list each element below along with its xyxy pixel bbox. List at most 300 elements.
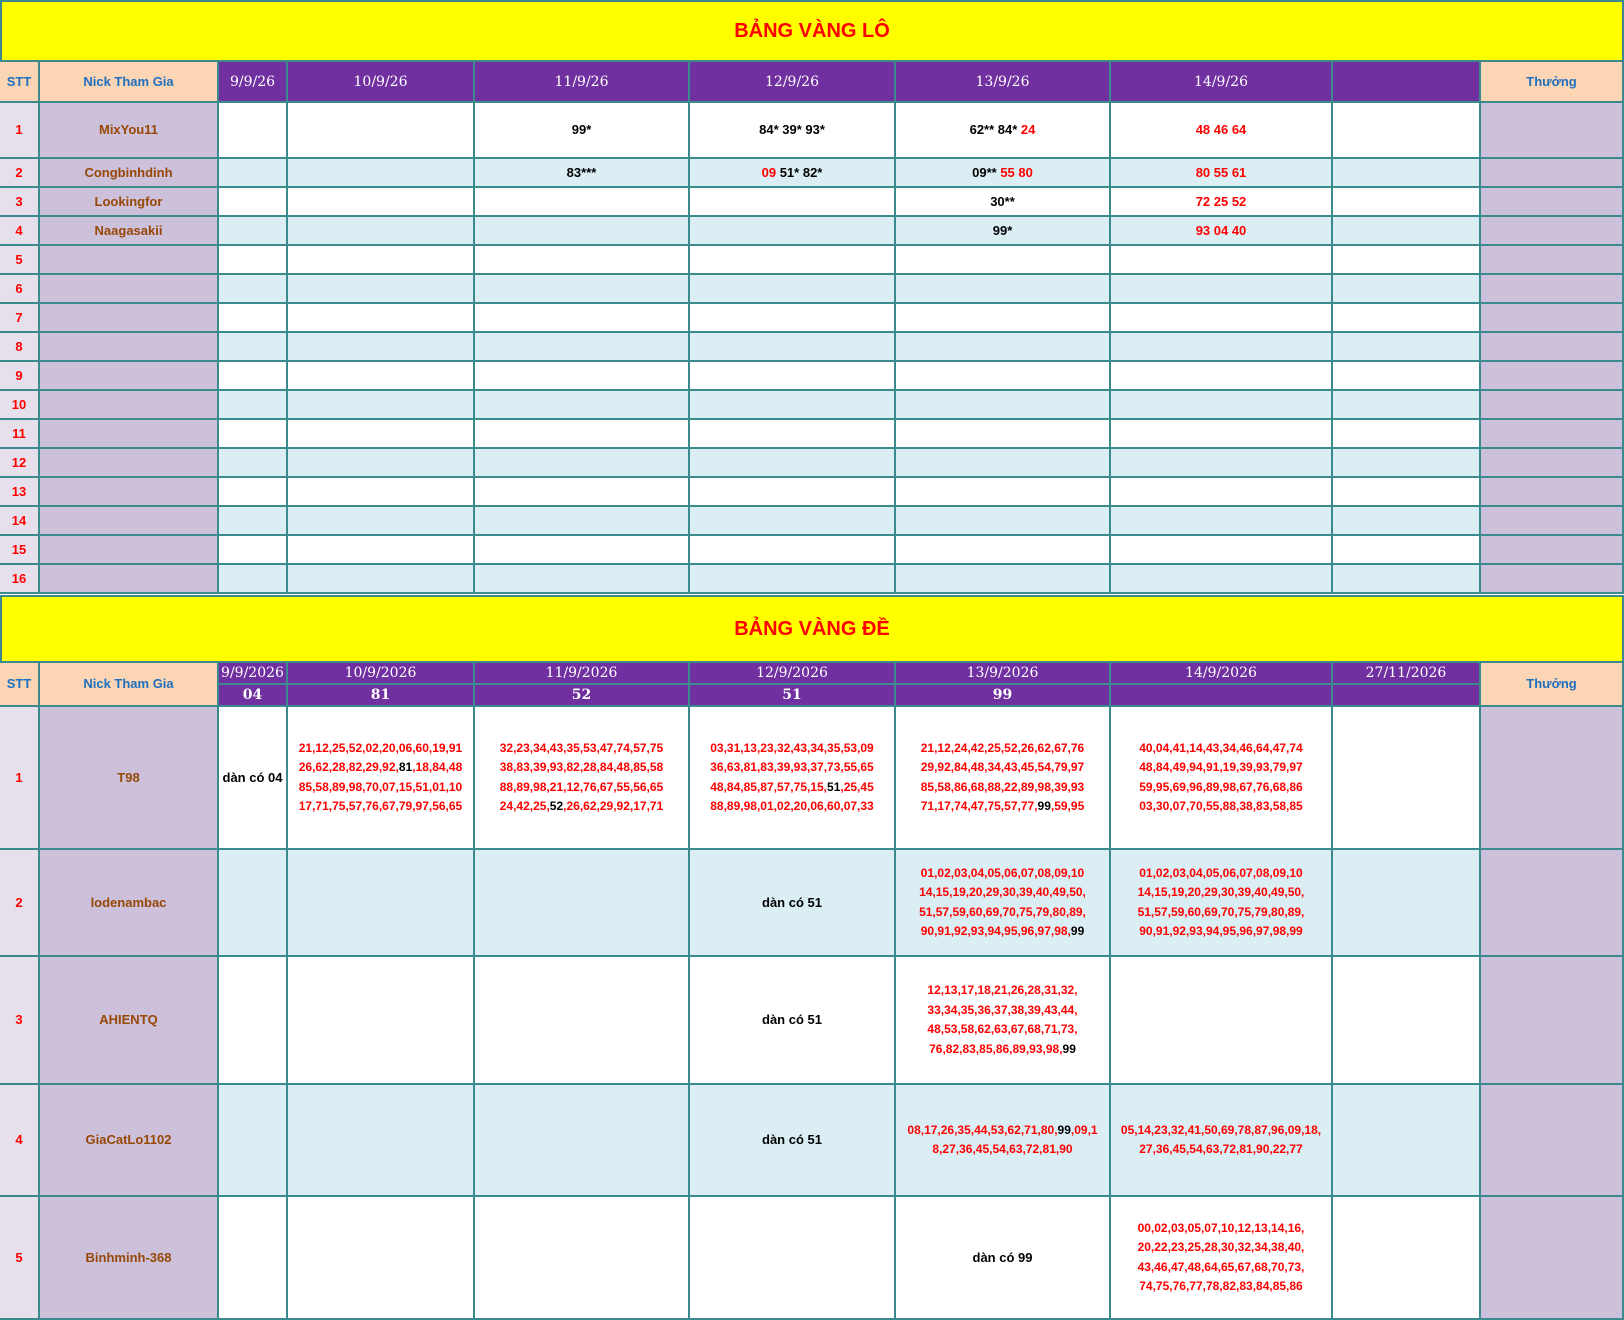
nick-name	[40, 850, 219, 957]
header-stt	[0, 663, 40, 707]
black-numbers: 81	[398, 760, 413, 774]
entry-cell	[288, 536, 475, 565]
entry-cell	[219, 707, 288, 850]
red-numbers: 21,12,24,42,25,52,26,62,67,76 29,92,84,48,34,43,45,54,79,97 85,58,86,68,88,22,89,98,39,93 71,17,74,47,75,57,77,	[920, 740, 1085, 813]
cell-text: 27/11/2026	[1365, 665, 1447, 681]
red-numbers: 72 25 52	[1195, 193, 1247, 209]
entry-cell	[896, 391, 1111, 420]
entry-cell	[475, 217, 690, 246]
entry-cell	[288, 565, 475, 594]
entry-cell	[475, 246, 690, 275]
prize-cell	[1481, 246, 1624, 275]
prize-cell	[1481, 957, 1624, 1085]
entry-cell	[690, 217, 896, 246]
cell-text: 11	[12, 425, 26, 441]
nick-name	[40, 246, 219, 275]
prize-cell	[1481, 362, 1624, 391]
entry-cell	[1111, 850, 1333, 957]
cell-content	[696, 739, 888, 817]
entry-cell	[219, 275, 288, 304]
entry-cell	[475, 1197, 690, 1320]
entry-cell	[896, 449, 1111, 478]
entry-cell	[896, 1085, 1111, 1197]
cell-content	[973, 1248, 1033, 1268]
header-date	[1111, 62, 1333, 103]
cell-content	[223, 768, 283, 788]
cell-text: BẢNG VÀNG ĐỀ	[734, 617, 890, 640]
entry-cell	[288, 304, 475, 333]
black-numbers: dàn có 51	[762, 1132, 822, 1147]
entry-cell	[1333, 449, 1481, 478]
entry-cell	[1111, 1197, 1333, 1320]
cell-text: 10/9/2026	[344, 665, 417, 681]
entry-cell	[219, 478, 288, 507]
nick-name	[40, 362, 219, 391]
cell-text: Thưởng	[1526, 73, 1577, 89]
entry-cell	[690, 957, 896, 1085]
cell-text: 12	[11, 454, 27, 470]
cell-content	[902, 864, 1103, 942]
entry-cell	[1111, 304, 1333, 333]
cell-text: 10	[11, 396, 27, 412]
entry-cell	[690, 1085, 896, 1197]
cell-text: 3	[15, 1012, 23, 1027]
entry-cell	[475, 103, 690, 159]
cell-text: 9/9/2026	[221, 665, 284, 681]
entry-cell	[1333, 159, 1481, 188]
entry-cell	[690, 246, 896, 275]
cell-text: 7	[15, 309, 23, 325]
entry-cell	[690, 536, 896, 565]
entry-cell	[219, 420, 288, 449]
nick-name	[40, 275, 219, 304]
nick-name	[40, 957, 219, 1085]
entry-cell	[219, 159, 288, 188]
entry-cell	[896, 957, 1111, 1085]
header-date	[219, 62, 288, 103]
cell-text: 9/9/26	[229, 73, 276, 90]
entry-cell	[1111, 449, 1333, 478]
entry-cell	[288, 449, 475, 478]
header-date	[1333, 62, 1481, 103]
entry-cell	[1333, 391, 1481, 420]
black-numbers: 99*	[571, 122, 592, 137]
result-number	[690, 685, 896, 707]
lo-title-banner	[0, 0, 1624, 62]
black-numbers: 30**	[990, 193, 1015, 209]
prize-cell	[1481, 159, 1624, 188]
entry-cell	[475, 707, 690, 850]
entry-cell	[475, 850, 690, 957]
prize-cell	[1481, 304, 1624, 333]
entry-cell	[896, 159, 1111, 188]
cell-text: T98	[117, 769, 140, 785]
cell-content	[1117, 739, 1325, 817]
entry-cell	[288, 362, 475, 391]
cell-text: Thưởng	[1526, 676, 1577, 691]
nick-name	[40, 1197, 219, 1320]
black-numbers: 62** 84*	[969, 122, 1021, 137]
entry-cell	[690, 507, 896, 536]
entry-cell	[1111, 957, 1333, 1085]
entry-cell	[1333, 246, 1481, 275]
nick-name	[40, 1085, 219, 1197]
red-numbers: 93 04 40	[1195, 222, 1247, 238]
entry-cell	[896, 275, 1111, 304]
cell-text: 14/9/2026	[1185, 665, 1257, 681]
black-numbers: 52	[549, 799, 564, 813]
entry-cell	[1333, 536, 1481, 565]
entry-cell	[475, 565, 690, 594]
cell-content	[759, 120, 825, 140]
cell-content	[1117, 864, 1325, 942]
entry-cell	[288, 420, 475, 449]
row-number	[0, 536, 40, 565]
cell-text: AHIENTQ	[99, 1012, 158, 1027]
cell-text: STT	[6, 73, 32, 89]
nick-name	[40, 565, 219, 594]
row-number	[0, 362, 40, 391]
cell-content	[902, 739, 1103, 817]
entry-cell	[896, 188, 1111, 217]
entry-cell	[1333, 957, 1481, 1085]
entry-cell	[288, 333, 475, 362]
prize-cell	[1481, 507, 1624, 536]
red-numbers: ,09,1 8,27,36,45,54,63,72,81,90	[932, 1122, 1098, 1156]
entry-cell	[288, 850, 475, 957]
entry-cell	[1333, 1085, 1481, 1197]
cell-text: 99	[992, 687, 1013, 703]
de-title-banner	[0, 595, 1624, 663]
entry-cell	[1111, 159, 1333, 188]
red-numbers: ,26,62,29,92,17,71	[563, 799, 664, 813]
entry-cell	[475, 362, 690, 391]
red-numbers: 12,13,17,18,21,26,28,31,32, 33,34,35,36,37,38,39,43,44, 48,53,58,62,63,67,68,71,73, 76,82,83,85,86,89,93,98,	[927, 983, 1078, 1056]
entry-cell	[475, 507, 690, 536]
black-numbers: dàn có 51	[762, 894, 822, 910]
cell-content	[762, 1130, 822, 1150]
entry-cell	[1111, 333, 1333, 362]
nick-name	[40, 449, 219, 478]
entry-cell	[288, 1197, 475, 1320]
header-prize	[1481, 62, 1624, 103]
prize-cell	[1481, 188, 1624, 217]
entry-cell	[1111, 103, 1333, 159]
entry-cell	[219, 850, 288, 957]
entry-cell	[1333, 420, 1481, 449]
entry-cell	[896, 362, 1111, 391]
row-number	[0, 478, 40, 507]
entry-cell	[219, 391, 288, 420]
entry-cell	[1111, 362, 1333, 391]
cell-content	[993, 221, 1013, 241]
entry-cell	[475, 391, 690, 420]
header-date	[288, 663, 475, 685]
entry-cell	[288, 507, 475, 536]
entry-cell	[1333, 275, 1481, 304]
cell-text: GiaCatLo1102	[85, 1132, 172, 1147]
entry-cell	[219, 449, 288, 478]
entry-cell	[1111, 246, 1333, 275]
prize-cell	[1481, 478, 1624, 507]
red-numbers: ,25,45 88,89,98,01,02,20,06,60,07,33	[710, 779, 874, 813]
entry-cell	[690, 1197, 896, 1320]
cell-content	[567, 163, 597, 183]
entry-cell	[219, 304, 288, 333]
cell-text: Nick Tham Gia	[83, 676, 174, 691]
entry-cell	[690, 333, 896, 362]
entry-cell	[690, 275, 896, 304]
cell-text: 9	[15, 367, 23, 383]
prize-cell	[1481, 565, 1624, 594]
header-date	[219, 663, 288, 685]
entry-cell	[1333, 217, 1481, 246]
nick-name	[40, 391, 219, 420]
entry-cell	[1333, 478, 1481, 507]
result-number	[288, 685, 475, 707]
entry-cell	[1333, 188, 1481, 217]
cell-content	[572, 120, 592, 140]
entry-cell	[288, 1085, 475, 1197]
black-numbers: 51* 82*	[779, 164, 823, 180]
header-date	[288, 62, 475, 103]
red-numbers: 32,23,34,43,35,53,47,74,57,75 38,83,39,93,82,28,84,48,85,58 88,89,98,21,12,76,67,55,56,65 24,42,25,	[499, 740, 664, 813]
cell-text: 6	[15, 280, 23, 296]
entry-cell	[896, 217, 1111, 246]
entry-cell	[690, 362, 896, 391]
entry-cell	[219, 217, 288, 246]
cell-content	[902, 981, 1103, 1059]
nick-name	[40, 103, 219, 159]
cell-content	[902, 1121, 1103, 1160]
black-numbers: dàn có 51	[762, 1012, 822, 1027]
entry-cell	[1333, 103, 1481, 159]
entry-cell	[1333, 850, 1481, 957]
red-numbers: 09	[761, 164, 780, 180]
entry-cell	[288, 391, 475, 420]
row-number	[0, 1085, 40, 1197]
cell-text: 52	[571, 687, 592, 703]
row-number	[0, 957, 40, 1085]
entry-cell	[219, 957, 288, 1085]
entry-cell	[219, 536, 288, 565]
row-number	[0, 1197, 40, 1320]
entry-cell	[475, 159, 690, 188]
red-numbers: 40,04,41,14,43,34,46,64,47,74 48,84,49,94,91,19,39,93,79,97 59,95,69,96,89,98,67,76,68,86 03,30,07,70,55,88,38,83,58,85	[1139, 740, 1303, 813]
cell-text: 1	[15, 122, 23, 137]
row-number	[0, 420, 40, 449]
cell-text: 12/9/26	[765, 73, 819, 90]
entry-cell	[1333, 362, 1481, 391]
entry-cell	[896, 850, 1111, 957]
header-date	[690, 663, 896, 685]
cell-text: Lookingfor	[94, 193, 163, 209]
cell-text: 16	[11, 570, 27, 586]
entry-cell	[896, 1197, 1111, 1320]
row-number	[0, 217, 40, 246]
entry-cell	[896, 478, 1111, 507]
nick-name	[40, 707, 219, 850]
red-numbers: 00,02,03,05,07,10,12,13,14,16, 20,22,23,25,28,30,32,34,38,40, 43,46,47,48,64,65,67,68,70,73, 74,75,76,77,78,82,83,84,85,86	[1137, 1220, 1305, 1293]
entry-cell	[475, 304, 690, 333]
header-nick	[40, 62, 219, 103]
red-numbers: 21,12,25,52,02,20,06,60,19,91 26,62,28,82,29,92,	[298, 740, 463, 774]
header-date	[690, 62, 896, 103]
header-date	[475, 663, 690, 685]
entry-cell	[690, 103, 896, 159]
entry-cell	[690, 188, 896, 217]
entry-cell	[475, 188, 690, 217]
entry-cell	[219, 188, 288, 217]
red-numbers: 48 46 64	[1195, 122, 1247, 137]
entry-cell	[1111, 536, 1333, 565]
cell-content	[972, 163, 1033, 183]
nick-name	[40, 478, 219, 507]
prize-cell	[1481, 103, 1624, 159]
entry-cell	[219, 333, 288, 362]
header-date	[1111, 663, 1333, 685]
prize-cell	[1481, 1085, 1624, 1197]
nick-name	[40, 420, 219, 449]
red-numbers: ,59,95	[1050, 799, 1085, 813]
red-numbers: 08,17,26,35,44,53,62,71,80,	[907, 1122, 1058, 1137]
entry-cell	[690, 304, 896, 333]
entry-cell	[475, 333, 690, 362]
cell-content	[1196, 221, 1247, 241]
cell-text: STT	[6, 676, 32, 691]
cell-text: Naagasakii	[94, 222, 163, 238]
entry-cell	[288, 707, 475, 850]
prize-cell	[1481, 391, 1624, 420]
nick-name	[40, 159, 219, 188]
entry-cell	[219, 362, 288, 391]
entry-cell	[1111, 507, 1333, 536]
cell-content	[1196, 163, 1247, 183]
row-number	[0, 304, 40, 333]
cell-text: 3	[15, 193, 23, 209]
nick-name	[40, 333, 219, 362]
prize-cell	[1481, 420, 1624, 449]
red-numbers: 01,02,03,04,05,06,07,08,09,10 14,15,19,20,29,30,39,40,49,50, 51,57,59,60,69,70,75,79,80,89, 90,91,92,93,94,95,96,97,98,	[919, 865, 1086, 938]
entry-cell	[1111, 565, 1333, 594]
cell-text: 2	[15, 164, 23, 180]
row-number	[0, 449, 40, 478]
entry-cell	[690, 850, 896, 957]
entry-cell	[1333, 304, 1481, 333]
row-number	[0, 103, 40, 159]
entry-cell	[690, 449, 896, 478]
entry-cell	[288, 478, 475, 507]
black-numbers: dàn có 99	[972, 1249, 1033, 1265]
header-stt	[0, 62, 40, 103]
row-number	[0, 333, 40, 362]
cell-content	[762, 163, 823, 183]
entry-cell	[896, 420, 1111, 449]
entry-cell	[475, 275, 690, 304]
cell-text: lodenambac	[90, 894, 167, 910]
cell-text: 4	[15, 1132, 23, 1147]
entry-cell	[690, 159, 896, 188]
black-numbers: 99	[1070, 924, 1085, 938]
entry-cell	[219, 507, 288, 536]
red-numbers: 80 55 61	[1195, 164, 1247, 180]
cell-text: 14	[11, 512, 27, 528]
cell-text: 10/9/26	[353, 73, 408, 90]
entry-cell	[1111, 707, 1333, 850]
prize-cell	[1481, 707, 1624, 850]
cell-text: 15	[11, 541, 27, 557]
prize-cell	[1481, 536, 1624, 565]
cell-content	[1196, 192, 1247, 212]
prize-cell	[1481, 449, 1624, 478]
entry-cell	[288, 246, 475, 275]
entry-cell	[219, 1197, 288, 1320]
row-number	[0, 507, 40, 536]
black-numbers: 09**	[972, 164, 1001, 180]
entry-cell	[1333, 333, 1481, 362]
entry-cell	[288, 103, 475, 159]
entry-cell	[1333, 565, 1481, 594]
entry-cell	[475, 536, 690, 565]
cell-text: 13/9/2026	[966, 665, 1039, 681]
cell-text: Congbinhdinh	[84, 164, 173, 180]
cell-text: 1	[15, 769, 23, 785]
entry-cell	[1333, 707, 1481, 850]
cell-text: BẢNG VÀNG LÔ	[734, 19, 890, 42]
black-numbers: 83***	[566, 164, 597, 180]
row-number	[0, 707, 40, 850]
cell-content	[294, 739, 467, 817]
red-numbers: 03,31,13,23,32,43,34,35,53,09 36,63,81,83,39,93,37,73,55,65 48,84,85,87,57,75,15,	[710, 740, 874, 794]
nick-name	[40, 188, 219, 217]
row-number	[0, 275, 40, 304]
cell-text: Binhminh-368	[85, 1249, 172, 1265]
entry-cell	[288, 957, 475, 1085]
nick-name	[40, 304, 219, 333]
entry-cell	[896, 103, 1111, 159]
entry-cell	[1111, 1085, 1333, 1197]
result-number	[1111, 685, 1333, 707]
header-date	[1333, 663, 1481, 685]
red-numbers: 05,14,23,32,41,50,69,78,87,96,09,18, 27,36,45,54,63,72,81,90,22,77	[1120, 1122, 1322, 1156]
row-number	[0, 188, 40, 217]
prize-cell	[1481, 275, 1624, 304]
cell-text: 13	[11, 483, 27, 499]
prize-cell	[1481, 1197, 1624, 1320]
entry-cell	[1333, 1197, 1481, 1320]
entry-cell	[690, 565, 896, 594]
entry-cell	[896, 565, 1111, 594]
nick-name	[40, 507, 219, 536]
entry-cell	[475, 449, 690, 478]
cell-content	[481, 739, 682, 817]
entry-cell	[288, 188, 475, 217]
header-prize	[1481, 663, 1624, 707]
result-number	[475, 685, 690, 707]
cell-text: 13/9/26	[975, 73, 1030, 90]
red-numbers: ,18,84,48 85,58,89,98,70,07,15,51,01,10 17,71,75,57,76,67,79,97,56,65	[298, 760, 463, 813]
cell-text: 11/9/2026	[545, 665, 618, 681]
cell-text: 04	[242, 687, 263, 703]
cell-text: 5	[15, 1249, 23, 1265]
header-date	[896, 62, 1111, 103]
black-numbers: 51	[827, 779, 841, 794]
entry-cell	[1111, 420, 1333, 449]
entry-cell	[690, 707, 896, 850]
cell-text: 11/9/26	[554, 73, 609, 90]
nick-name	[40, 536, 219, 565]
cell-content	[1117, 1121, 1325, 1160]
